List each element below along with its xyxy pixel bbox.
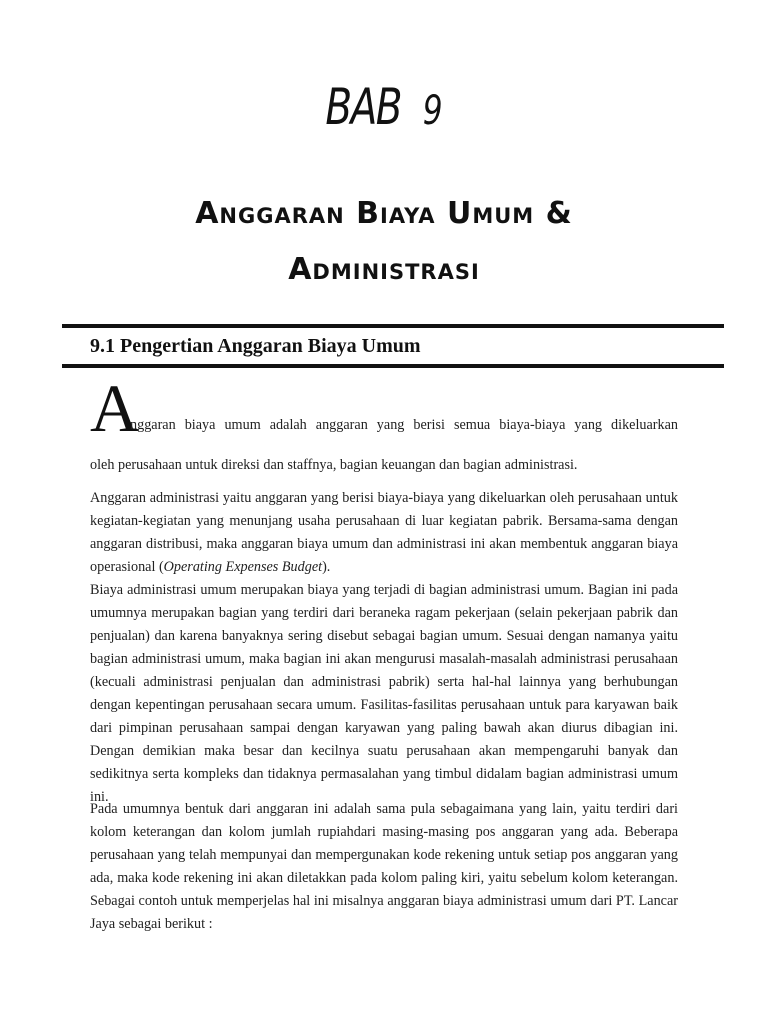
drop-cap: A <box>90 370 140 446</box>
paragraph-1 <box>90 487 678 579</box>
chapter-title <box>60 186 708 298</box>
intro-line-1: nggaran biaya umum adalah anggaran yang berisi semua biaya-biaya yang dikeluarkan <box>130 417 678 433</box>
intro-line-2: oleh perusahaan untuk direksi dan staffnya, bagian keuangan dan bagian administrasi. <box>90 457 578 473</box>
chapter-bab-word: BAB <box>325 78 401 136</box>
chapter-label <box>84 78 683 136</box>
paragraph-1-text: Anggaran administrasi yaitu anggaran yang berisi biaya-biaya yang dikeluarkan oleh perusahaan untuk kegiatan-kegiatan yang menunjang usaha perusahaan di luar kegiatan pabrik. Bersama-sama dengan anggaran distribusi, maka anggaran biaya umum dan administrasi ini akan membentuk anggaran biaya operasional ( <box>90 490 678 575</box>
chapter-title-line-2: Administrasi <box>288 252 480 287</box>
section-heading: 9.1 Pengertian Anggaran Biaya Umum <box>90 335 421 357</box>
paragraph-2: Biaya administrasi umum merupakan biaya yang terjadi di bagian administrasi umum. Bagian ini pada umumnya merupakan bagian yang terdiri dari beraneka ragam pekerjaan (selain pekerjaan pabrik dan penjualan) dan karena banyaknya sering disebut sebagai bagian umum. Sesuai dengan namanya yaitu bagian administrasi umum, maka bagian ini akan mengurusi masalah-masalah administrasi perusahaan (kecuali administrasi penjualan dan administrasi pabrik) serta hal-hal lainnya yang berhubungan dengan kepentingan perusahaan secara umum. Fasilitas-fasilitas perusahaan untuk para karyawan baik dari pimpinan perusahaan sampai dengan karyawan yang paling bawah akan diurus dibagian ini. Dengan demikian maka besar dan kecilnya suatu perusahaan akan mempengaruhi banyak dan sedikitnya serta kompleks dan tidaknya permasalahan yang timbul didalam bagian administrasi umum ini. <box>90 582 678 805</box>
chapter-title-line-1: Anggaran Biaya Umum & <box>195 196 573 231</box>
section-rule-top <box>62 324 724 328</box>
paragraph-1-italic-term: Operating Expenses Budget <box>163 559 323 575</box>
paragraph-1-end: ). <box>322 559 331 575</box>
section-rule-bottom <box>62 364 724 368</box>
chapter-number: 9 <box>422 88 443 134</box>
paragraph-3: Pada umumnya bentuk dari anggaran ini adalah sama pula sebagaimana yang lain, yaitu terdiri dari kolom keterangan dan kolom jumlah rupiahdari masing-masing pos anggaran yang ada. Beberapa perusahaan yang telah mempunyai dan mempergunakan kode rekening untuk setiap pos anggaran yang ada, maka kode rekening ini akan diletakkan pada kolom paling kiri, yaitu sebelum kolom keterangan. Sebagai contoh untuk memperjelas hal ini misalnya anggaran biaya administrasi umum dari PT. Lancar Jaya sebagai berikut : <box>90 801 678 932</box>
